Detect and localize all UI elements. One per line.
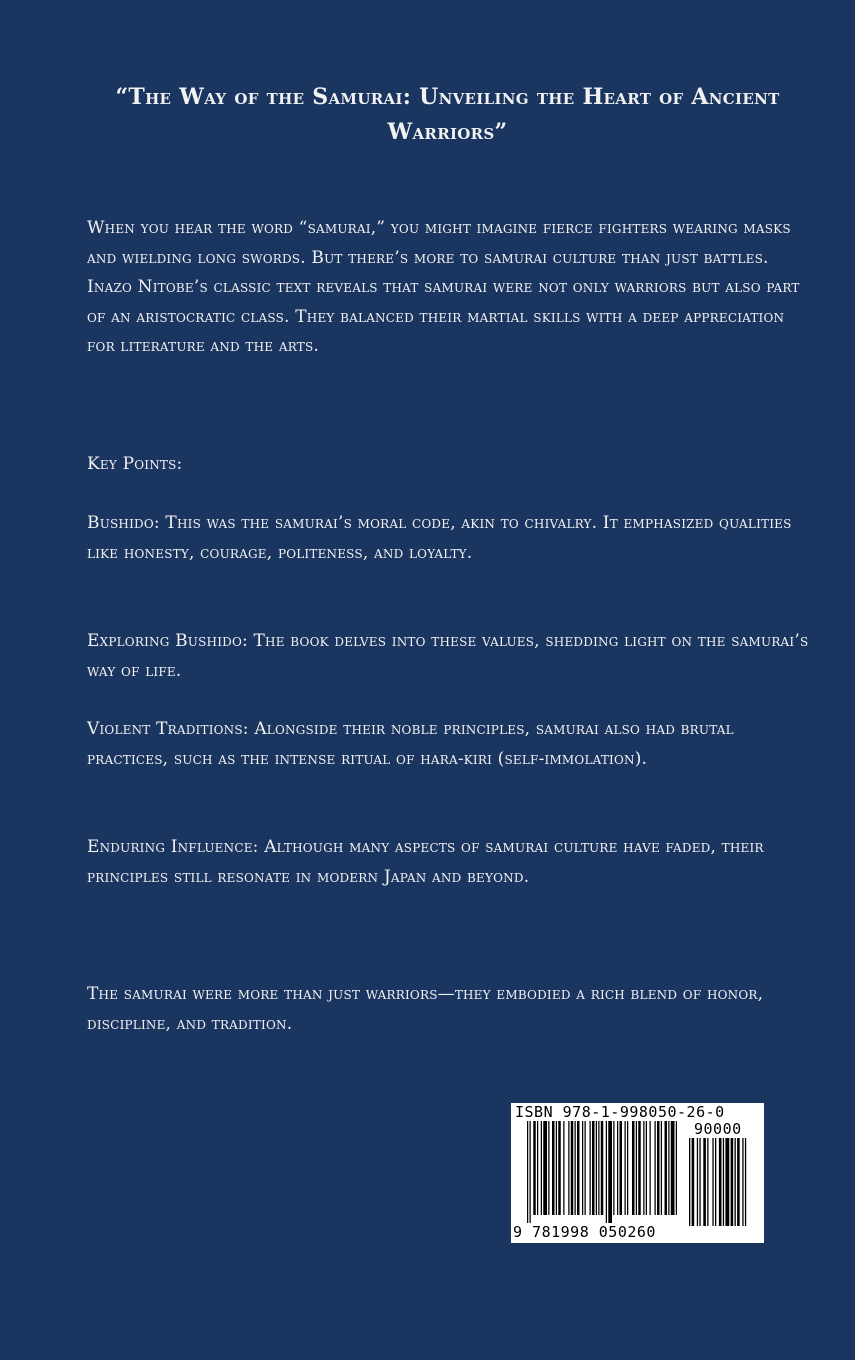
barcode-bar [745, 1138, 746, 1226]
barcode-bar [725, 1138, 729, 1226]
barcode-bar [548, 1121, 549, 1215]
key-point-bushido: Bushido: This was the samurai’s moral code, akin to chivalry. It emphasized qualities like honesty, courage, politeness, and loyalty. [87, 513, 792, 563]
isbn-label: ISBN 978-1-998050-26-0 [515, 1103, 725, 1121]
price-code: 90000 [694, 1120, 742, 1138]
barcode-bar [699, 1138, 700, 1226]
barcode-bar [563, 1121, 564, 1215]
barcode-bar [541, 1121, 542, 1215]
book-title: “The Way of the Samurai: Unveiling the Heart of Ancient Warriors” [115, 84, 780, 145]
barcode-bar [703, 1138, 706, 1226]
barcode-bar [671, 1121, 675, 1215]
barcode-bar [719, 1138, 722, 1226]
barcode-bar [556, 1121, 557, 1215]
isbn-barcode [511, 1103, 764, 1243]
barcode-bar [613, 1121, 614, 1215]
barcode-bar [606, 1121, 607, 1223]
barcode-bar [661, 1121, 662, 1215]
barcode-bar [676, 1121, 677, 1215]
key-point-enduring-influence: Enduring Influence: Although many aspects of samurai culture have faded, their principles still resonate in modern Japan and beyond. [87, 837, 764, 887]
barcode-bar [620, 1121, 623, 1215]
barcode-bar [692, 1138, 695, 1226]
barcode-bar [568, 1121, 569, 1215]
barcode-bar [737, 1138, 740, 1226]
barcode-bar [585, 1121, 586, 1215]
barcode-digits: 9 781998 050260 [513, 1223, 656, 1241]
barcode-bar [731, 1138, 734, 1226]
intro-paragraph: When you hear the word “samurai,” you might imagine fierce fighters wearing masks and wielding long swords. But there’s more to samurai culture than just battles. Inazo Nitobe’s classic text reveals that samurai were not only warriors but also part of an aristocratic class. They balanced their martial skills with a deep appreciation for literature and the arts. [87, 218, 800, 357]
key-point-violent-traditions: Violent Traditions: Alongside their noble principles, samurai also had brutal practices, such as the intense ritual of hara-kiri (self-immolation). [87, 719, 734, 769]
barcode-bar [643, 1121, 644, 1215]
barcode-bar [723, 1138, 724, 1226]
barcode-bar [552, 1121, 555, 1215]
barcode-bar [598, 1121, 599, 1215]
barcode-bar [537, 1121, 538, 1215]
barcode-bar [650, 1121, 651, 1215]
barcode-bar [527, 1121, 528, 1223]
barcode-bar [668, 1121, 669, 1215]
barcode-bar [712, 1138, 713, 1226]
barcode-bar [592, 1121, 595, 1215]
barcode-bar [707, 1138, 708, 1226]
barcode-bar [655, 1121, 656, 1215]
barcode-main-bars [527, 1121, 677, 1231]
barcode-bar [625, 1121, 626, 1215]
barcode-bar [697, 1138, 698, 1226]
barcode-bar [689, 1138, 690, 1226]
barcode-bar [590, 1121, 591, 1215]
barcode-bar [582, 1121, 583, 1215]
barcode-bar [601, 1121, 604, 1215]
barcode-bar [530, 1121, 531, 1223]
barcode-bar [596, 1121, 597, 1215]
barcode-bar [632, 1121, 635, 1215]
closing-paragraph: The samurai were more than just warriors—they embodied a rich blend of honor, discipline, and tradition. [87, 984, 764, 1034]
barcode-bar [533, 1121, 536, 1215]
key-points-heading: Key Points: [87, 454, 183, 474]
barcode-bar [715, 1138, 716, 1226]
barcode-bar [646, 1121, 647, 1215]
barcode-bar [571, 1121, 574, 1215]
barcode-bar [608, 1121, 612, 1223]
barcode-bar [627, 1121, 628, 1215]
barcode-addon-bars [689, 1138, 761, 1226]
barcode-bar [575, 1121, 576, 1215]
barcode-bar [742, 1138, 743, 1226]
barcode-bar [735, 1138, 736, 1226]
key-point-exploring-bushido: Exploring Bushido: The book delves into these values, shedding light on the samurai’s way of life. [87, 631, 809, 681]
barcode-bar [636, 1121, 637, 1215]
barcode-bar [577, 1121, 580, 1215]
barcode-bar [665, 1121, 668, 1215]
barcode-bar [558, 1121, 561, 1215]
barcode-bar [543, 1121, 547, 1215]
barcode-bar [638, 1121, 641, 1215]
barcode-bar [657, 1121, 660, 1215]
barcode-bar [617, 1121, 618, 1215]
